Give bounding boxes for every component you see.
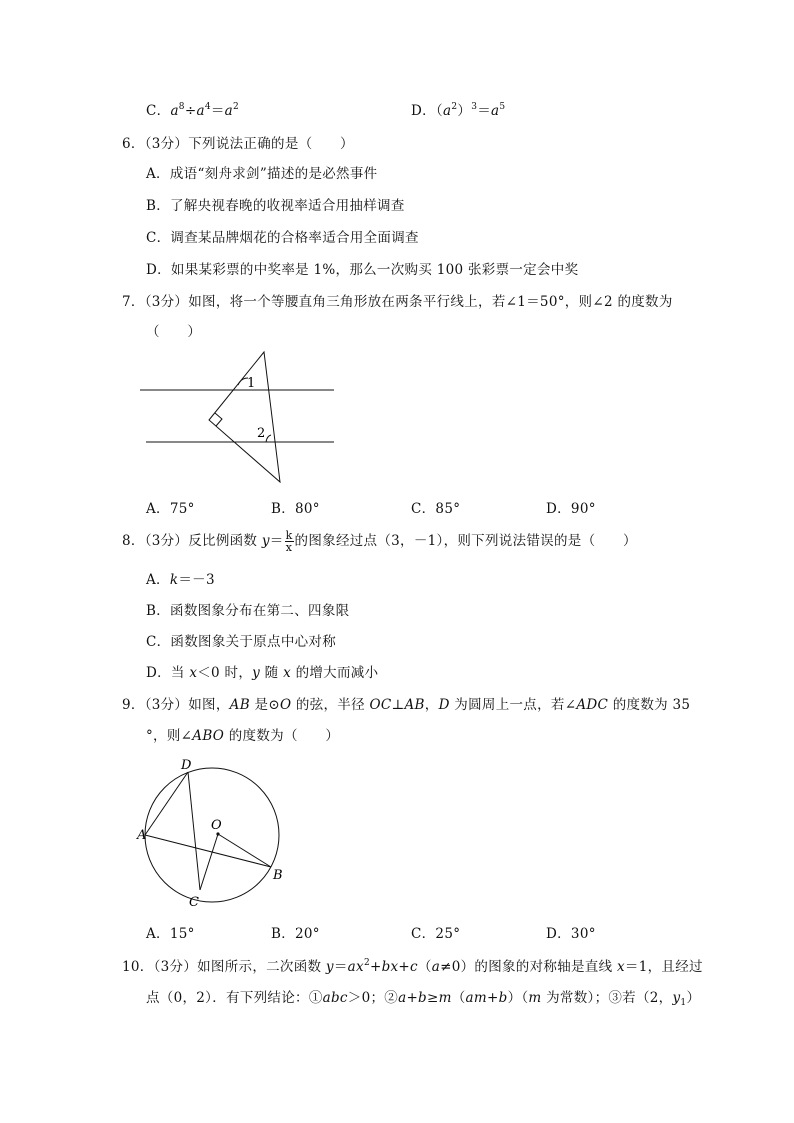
text: °，则∠ bbox=[146, 728, 193, 744]
q7-option-d: D．90° bbox=[546, 501, 596, 517]
exp-2: 2 bbox=[451, 102, 458, 112]
q6-option-a: A．成语“刻舟求剑”描述的是必然事件 bbox=[146, 166, 378, 182]
angle-2-label: 2 bbox=[257, 426, 266, 441]
sub-1: 1 bbox=[680, 998, 687, 1008]
label-a: A bbox=[137, 828, 147, 843]
q9-option-d: D．30° bbox=[546, 926, 596, 942]
var-x: x bbox=[617, 959, 625, 975]
equals: ＝ bbox=[269, 533, 284, 549]
var-o: O bbox=[279, 697, 292, 713]
fraction-numerator: k bbox=[285, 529, 293, 542]
q7-option-a: A．75° bbox=[146, 501, 195, 517]
equals: ＝ bbox=[477, 103, 492, 119]
q8-option-a-text: ＝－3 bbox=[178, 572, 215, 588]
text: ＞0；② bbox=[347, 990, 399, 1006]
var-x: x bbox=[189, 665, 198, 681]
var-ab: AB bbox=[229, 697, 250, 713]
text: 为常数）；③若（2， bbox=[541, 990, 673, 1006]
q9-option-b: B．20° bbox=[271, 926, 320, 942]
var-a-plus-b: a+b bbox=[398, 990, 427, 1006]
var-y: y bbox=[325, 959, 334, 975]
div-sign: ÷ bbox=[184, 103, 197, 119]
exp-2: 2 bbox=[233, 102, 240, 112]
var-am-plus-b: am+b bbox=[465, 990, 508, 1006]
var-y: y bbox=[261, 533, 270, 549]
text: ） bbox=[686, 990, 701, 1006]
var-d: D bbox=[438, 697, 450, 713]
angle-1-label: 1 bbox=[247, 376, 256, 391]
q6-option-b: B．了解央视春晚的收视率适合用抽样调查 bbox=[146, 198, 405, 214]
exp-3: 3 bbox=[471, 102, 478, 112]
q7-stem: 7．（3分）如图，将一个等腰直角三角形放在两条平行线上，若∠1＝50°，则∠2 的度数为 bbox=[122, 294, 673, 310]
q8-option-a-label: A． bbox=[146, 572, 170, 588]
paren-close: ） bbox=[457, 103, 472, 119]
q9-stem bbox=[122, 696, 690, 714]
text: 为圆周上一点，若∠ bbox=[449, 697, 577, 713]
var-abc: abc bbox=[322, 990, 348, 1006]
text: 是⊙ bbox=[249, 697, 280, 713]
var-m: m bbox=[528, 990, 542, 1006]
text: （ bbox=[417, 959, 432, 975]
var-oc: OC bbox=[369, 697, 392, 713]
exp-5: 5 bbox=[499, 102, 506, 112]
var-bxc: +bx+c bbox=[369, 959, 418, 975]
text: ）（ bbox=[507, 990, 529, 1006]
q7-stem-paren: （ ） bbox=[146, 324, 202, 340]
exp-4: 4 bbox=[204, 102, 211, 112]
var-y: y bbox=[672, 990, 681, 1006]
var-m: m bbox=[438, 990, 452, 1006]
q5-option-c bbox=[146, 102, 239, 120]
text: ＝1，且经过 bbox=[624, 959, 703, 975]
circle-o bbox=[145, 768, 279, 902]
label-b: B bbox=[273, 868, 283, 883]
var-x: x bbox=[283, 665, 291, 681]
var-a: a bbox=[491, 103, 500, 119]
q9-stem-cont bbox=[146, 727, 339, 745]
q9-option-c: C．25° bbox=[411, 926, 461, 942]
q8-stem-pre: 8．（3分）反比例函数 bbox=[122, 533, 262, 549]
radius-oc bbox=[200, 834, 218, 890]
segment-ob bbox=[218, 834, 271, 867]
q7-figure bbox=[130, 345, 350, 490]
q8-option-d-label: D．当 bbox=[146, 665, 190, 681]
label-c: C bbox=[189, 895, 199, 910]
q8-stem bbox=[122, 528, 637, 554]
right-angle-mark bbox=[215, 413, 222, 426]
exp-2: 2 bbox=[363, 958, 370, 968]
var-ax: ax bbox=[347, 959, 364, 975]
label-d: D bbox=[181, 758, 192, 773]
fraction-denominator: x bbox=[285, 541, 293, 554]
q6-stem: 6．（3分）下列说法正确的是（ ） bbox=[122, 136, 354, 152]
var-a: a bbox=[170, 103, 179, 119]
fraction-k-over-x bbox=[285, 530, 294, 553]
text: ＜0 时， bbox=[197, 665, 253, 681]
q7-option-c: C．85° bbox=[411, 501, 461, 517]
q9-figure bbox=[130, 752, 295, 912]
equals: ＝ bbox=[210, 103, 225, 119]
text: （ bbox=[451, 990, 466, 1006]
perp-sign: ⊥ bbox=[391, 697, 405, 713]
var-k: k bbox=[169, 572, 179, 588]
q8-option-d bbox=[146, 664, 378, 682]
text: 的增大而减小 bbox=[290, 665, 379, 681]
angle-2-arc bbox=[266, 435, 271, 442]
q8-option-b: B．函数图象分布在第二、四象限 bbox=[146, 603, 350, 619]
text: ≠0）的图象的对称轴是直线 bbox=[440, 959, 617, 975]
var-adc: ADC bbox=[576, 697, 609, 713]
text: 10．（3分）如图所示，二次函数 bbox=[122, 959, 326, 975]
q8-option-c: C．函数图象关于原点中心对称 bbox=[146, 634, 337, 650]
ge-sign: ≥ bbox=[427, 990, 439, 1006]
text: 点（0，2）．有下列结论：① bbox=[146, 990, 323, 1006]
text: 随 bbox=[260, 665, 284, 681]
segment-da bbox=[145, 772, 188, 835]
text: 的度数为 35 bbox=[608, 697, 691, 713]
q5-option-d bbox=[411, 102, 505, 120]
var-a: a bbox=[442, 103, 452, 119]
q10-stem-cont bbox=[146, 989, 700, 1007]
text: 的度数为（ ） bbox=[224, 728, 340, 744]
q8-stem-post: 的图象经过点（3，－1），则下列说法错误的是（ ） bbox=[294, 533, 637, 549]
exp-8: 8 bbox=[178, 102, 185, 112]
var-abo: ABO bbox=[192, 728, 225, 744]
chord-ab bbox=[145, 835, 271, 867]
text: ， bbox=[424, 697, 439, 713]
q8-option-a bbox=[146, 571, 215, 589]
segment-dc bbox=[188, 772, 200, 890]
q5-option-d-label: D．（ bbox=[411, 103, 443, 119]
q6-option-d: D．如果某彩票的中奖率是 1%，那么一次购买 100 张彩票一定会中奖 bbox=[146, 262, 579, 278]
q7-option-b: B．80° bbox=[271, 501, 320, 517]
text: 9．（3分）如图， bbox=[122, 697, 230, 713]
q5-option-c-label: C． bbox=[146, 103, 171, 119]
text: 的弦，半径 bbox=[291, 697, 370, 713]
q10-stem bbox=[122, 958, 703, 976]
q9-option-a: A．15° bbox=[146, 926, 195, 942]
label-o: O bbox=[211, 818, 222, 833]
var-a: a bbox=[431, 959, 441, 975]
var-y: y bbox=[252, 665, 261, 681]
var-a: a bbox=[196, 103, 205, 119]
q6-option-c: C．调查某品牌烟花的合格率适合用全面调查 bbox=[146, 230, 419, 246]
equals: ＝ bbox=[333, 959, 348, 975]
var-a: a bbox=[224, 103, 234, 119]
var-ab: AB bbox=[404, 697, 425, 713]
